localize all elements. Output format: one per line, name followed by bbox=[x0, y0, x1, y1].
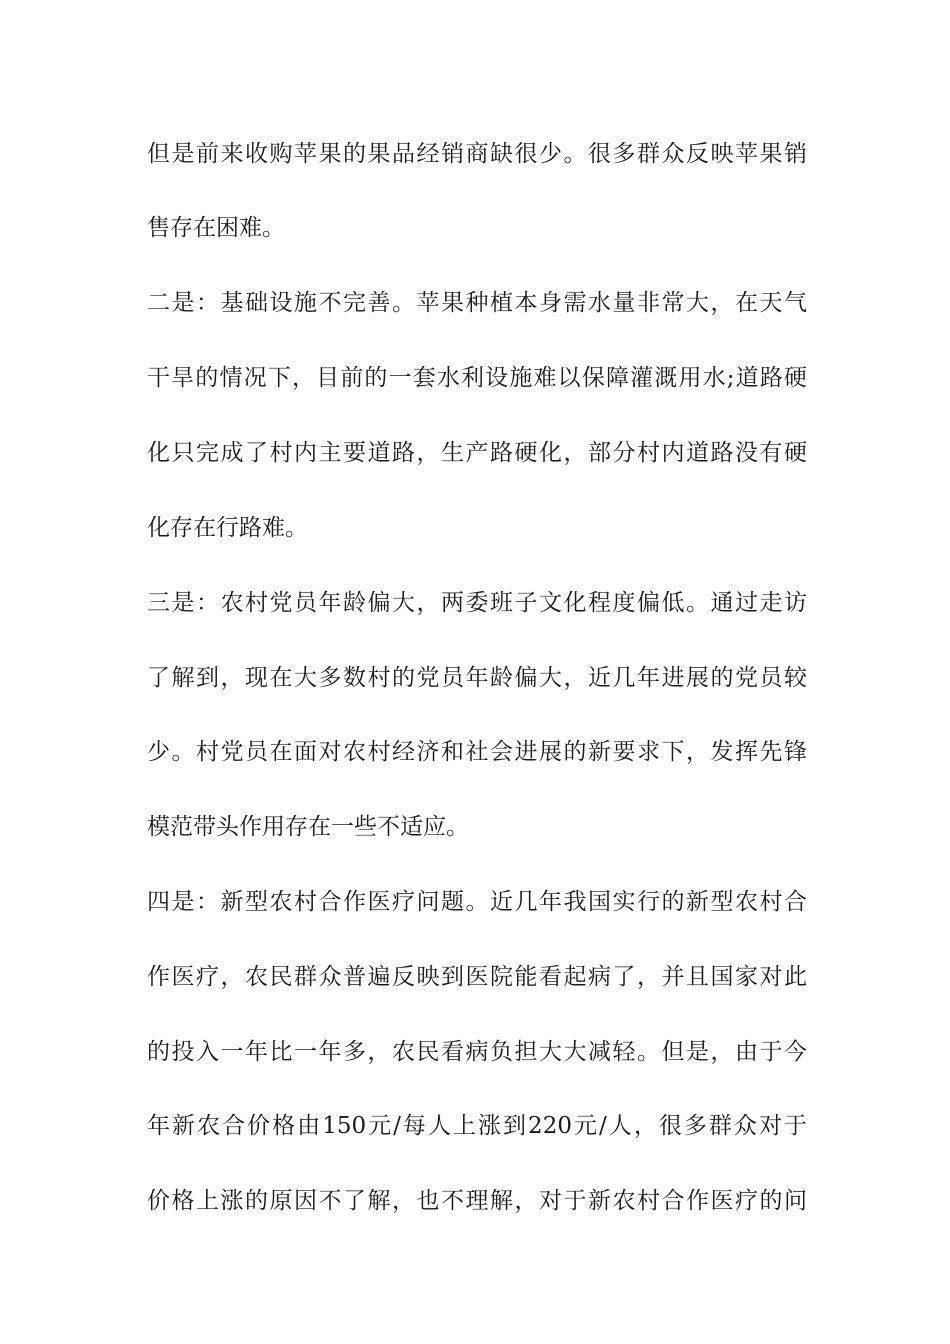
text-line-12: 作医疗，农民群众普遍反映到医院能看起病了，并且国家对此 bbox=[147, 964, 807, 990]
text-line-15: 价格上涨的原因不了解，也不理解，对于新农村合作医疗的问 bbox=[147, 1188, 807, 1214]
text-line-5: 化只完成了村内主要道路，生产路硬化，部分村内道路没有硬 bbox=[147, 440, 807, 466]
text-line-8: 了解到，现在大多数村的党员年龄偏大，近几年进展的党员较 bbox=[147, 665, 807, 691]
text-line-2: 售存在困难。 bbox=[147, 215, 285, 241]
text-line-7: 三是：农村党员年龄偏大，两委班子文化程度偏低。通过走访 bbox=[147, 590, 807, 616]
text-line-1: 但是前来收购苹果的果品经销商缺很少。很多群众反映苹果销 bbox=[147, 141, 807, 167]
text-line-4: 干旱的情况下，目前的一套水利设施难以保障灌溉用水;道路硬 bbox=[147, 365, 807, 391]
text-line-14: 年新农合价格由150元/每人上涨到220元/人，很多群众对于 bbox=[147, 1113, 807, 1139]
text-line-10: 模范带头作用存在一些不适应。 bbox=[147, 814, 469, 840]
text-line-9: 少。村党员在面对农村经济和社会进展的新要求下，发挥先锋 bbox=[147, 739, 807, 765]
text-line-11: 四是：新型农村合作医疗问题。近几年我国实行的新型农村合 bbox=[147, 889, 807, 915]
text-line-6: 化存在行路难。 bbox=[147, 515, 308, 541]
text-line-13: 的投入一年比一年多，农民看病负担大大减轻。但是，由于今 bbox=[147, 1039, 807, 1065]
text-line-3: 二是：基础设施不完善。苹果种植本身需水量非常大，在天气 bbox=[147, 290, 807, 316]
